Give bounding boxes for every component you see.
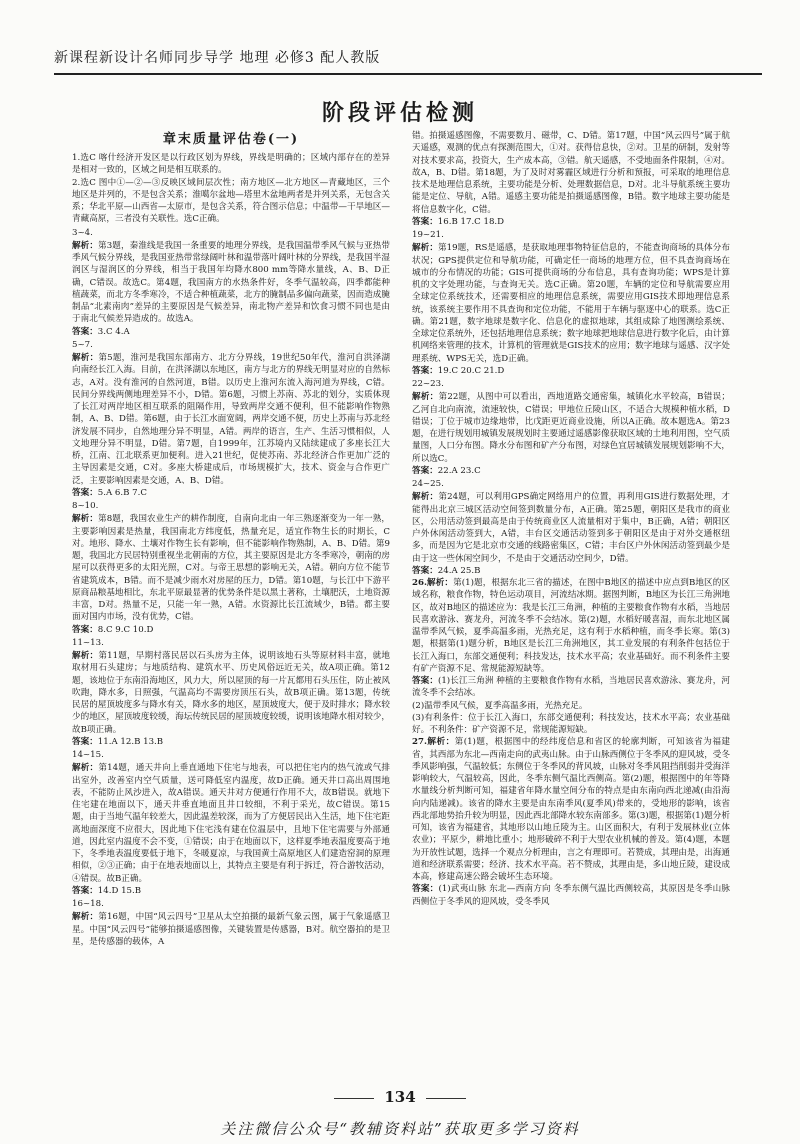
label: 解析： (72, 763, 99, 774)
text: 第22题，从图中可以看出，西地道路交通密集，城镇化水平较高，B错误；乙河自北向南流，流速较快，C错误；甲地位丘陵山区，不适合大规模种植水稻，D错误；丁位于城市边缘地带，比戊距更近商业设施，所以A正确。故本题选A。第23题，在进行规划用城镇发展规划时主要通过遥感影像获取区域的土地利用图，空气质量图，人口分布图。降水分布图和矿产分布图，对绿色宜居城镇发展规划影响不大，所以选C。 (412, 392, 730, 464)
question-range (412, 478, 730, 490)
label: 答案： (412, 884, 439, 895)
label: 答案： (412, 565, 438, 576)
text: 22.A 23.C (437, 465, 481, 476)
question-range (412, 378, 730, 390)
label: 答案： (412, 465, 438, 476)
text: 11.A 12.B 13.B (97, 736, 164, 747)
explanation-paragraph (412, 712, 730, 737)
answer-line (72, 736, 390, 748)
text: 第11题，早期村落民居以石头房为主体，说明该地石头等原材料丰富，就地取材用石头建房；与地质结构、建筑水平、历史风俗远近无关，故A项正确。第12题，该地位于东南沿海地区，风力大，所以屋顶的每一片瓦都用石头压住，防止被风吹跑，降水多，日照强，气温高均不需要房顶压石头，故B项正确。第13题，传统民居的屋顶坡度多与降水有关，降水多的地区，屋顶坡度大，便于及时排水；降水较少的地区，屋顶坡度较缓，海坛传统民居的屋顶坡度较缓，说明该地降水相对较少，故B项正确。 (72, 651, 390, 735)
text: 8.C 9.C 10.D (97, 624, 154, 635)
label: 解析： (72, 912, 99, 923)
text: 第(1)题，根据图中的经纬度信息和省区的轮廓判断，可知该省为福建省，其西部为东北—西南走向的武夷山脉。由于山脉西侧位于冬季风的迎风坡，受冬季风影响强，气温较低；东侧位于冬季风的背风坡，山脉对冬季风阻挡削弱并受海洋影响较大，气温较高，因此，冬季东侧气温比西侧高。第(2)题，根据图中的年等降水量线分析判断可知，福建省年降水量空间分布的特点是由东南向西北递减(由沿海向内陆递减)。该省的降水主要是由东南季风(夏季风)带来的，受地形的影响，该省西北部地势抬升较为明显，因此西北部降水较东南部多。第(3)题，根据第(1)题分析可知，该省为福建省，其地形以山地丘陵为主。山区面积大，有利于发展林业(立体农业)；平原少，耕地比重小；地形破碎不利于大型农业机械的普及。第(4)题，本题为开放性试题，选择一个观点分析理由，言之有理即可。若赞成，其理由是，出海通道和经济联系需要；经济、技术水平高。若不赞成，其理由是，多山地丘陵，建设成本高，修建高速公路会破坏生态环境。 (412, 737, 730, 882)
label: 答案： (72, 885, 98, 896)
footer-note: 关注微信公众号“教辅资料站”获取更多学习资料 (220, 1120, 580, 1138)
label: 答案： (412, 365, 438, 376)
explanation-paragraph (72, 152, 390, 177)
text: 第3题，秦淮线是我国一条重要的地理分界线，是我国温带季风气候与亚热带季风气候分界线，是我国亚热带常绿阔叶林和温带落叶阔叶林的分界线，是我国半湿润区与湿润区的分界线，相当于我国年均降水800 mm等降水量线，A、B、D正确，C错误。故选C。第4题，我国南方的水热条件好，冬季气温较高，四季都能种植蔬菜，而北方冬季寒冷，不适合种植蔬菜，北方的腌制品多偏向蔬菜，因而造成腌制品“北素南肉”差异的主要原因是气候差异，南北物产差异和饮食习惯不同也是由于南北气候差异造成的。故选A。 (72, 240, 390, 325)
text: 2.选C 图中①—②—③反映区域间层次性；南方地区—北方地区—青藏地区，三个地区是并列的，不是包含关系；淮噶尔盆地—塔里木盆地两者是并列关系，无包含关系；华北平原—山西省—太原市，是包含关系，符合图示信息；中温带—干旱地区—青藏高原，三者没有关联性。选C正确。 (72, 177, 390, 225)
text: 19.C 20.C 21.D (437, 365, 505, 376)
answer-line (72, 624, 390, 636)
answer-line (412, 465, 730, 477)
text: 11~13. (72, 637, 104, 648)
explanation-paragraph (412, 491, 730, 565)
text: 5.A 6.B 7.C (97, 487, 147, 498)
text: 16~18. (72, 899, 104, 909)
text: 第24题，可以利用GPS确定网络用户的位置，再利用GIS进行数据处理，才能得出北京三城区活动空间签到数量分布，A正确。第25题，朝阳区是我市的商业区，公用活动签到最高是由于传统商业区人流量相对于集中，B正确，A错；朝阳区户外休闲活动签到大，A错，丰台区交通活动签到多于朝阳区是由于对外交通枢纽多，而是因为它是北京市交通的线路密集区，C错；丰台区户外休闲活动签到最少是由于这一些休闲空间少，不是由于交通活动空间少，D错。 (412, 492, 730, 564)
explanation-paragraph (412, 130, 730, 216)
answer-line (412, 675, 730, 700)
text: 16.B 17.C 18.D (437, 216, 505, 227)
text: 8~10. (72, 501, 99, 511)
text: 14~15. (72, 750, 104, 760)
answer-line (412, 565, 730, 577)
explanation-paragraph (412, 700, 730, 712)
text: 14.D 15.B (97, 885, 142, 896)
question-range (72, 898, 390, 910)
text: 第5题，淮河是我国东部南方、北方分界线，19世纪50年代，淮河自洪泽湖向南经长江入海。目前，在洪泽湖以东地区，南方与北方的界线无明显对应的自然标志，A对。没有淮河的自然河道，B错。以历史上淮河东流入海河道为界线，C错。民间分界线两侧地理差异不小，D错。第6题，习惯上苏南、苏北的划分，实质体现了长江对两岸地区相互联系的阻隔作用，导致两岸交通不便利，但不能影响作物熟制，A、B、D错。第6题，由于长江水面宽阔，两岸交通不便，历史上苏南与苏北经济发展不同步，自然地理分异不明显，A错。两岸的语言，生产、生活习惯相似，人文地理分异不明显，D错。第7题，自1999年，江苏境内又陆续建成了多座长江大桥，江南、江北联系更加便利。进入21世纪，促使苏南、苏北经济合作更加广泛的主导因素是交通，C对。多座大桥建成后，市场规模扩大，技术、资金与合作更广泛，主要影响因素是交通，A、B、D错。 (72, 353, 390, 486)
text: 3.C 4.A (97, 326, 130, 337)
page-number: 134 (0, 1088, 800, 1106)
text: (3)有利条件：位于长江入海口，东部交通便利；科技发达，技术水平高；农业基础好。不利条件：矿产资源不足，常规能源短缺。 (412, 712, 730, 735)
left-column (72, 130, 390, 1072)
answer-line (412, 365, 730, 377)
label: 答案： (72, 624, 98, 635)
question-range (72, 637, 390, 649)
text: 第(1)题，根据东北三省的描述，在图中B地区的描述中应点到B地区的区域名称，粮食作物，特色运动项目，河流结冰期。据图判断，B地区为长江三角洲地区，故对B地区的描述应为：我是长江三角洲，种植的主要粮食作物有水稻，当地居民喜欢游泳、赛龙舟，河流冬季不会结冰。第(2)题，水稻好暖喜湿，而东北地区属温带季风气候，夏季高温多雨，光热充足，这有利于水稻种植，而冬季长寒。第(3)题，根据第(1)题分析，B地区是长江三角洲地区，其工业发展的有利条件包括位于长江入海口，东部交通便利；科技发达，技术水平高；农业基础好。而不利条件主要有矿产资源不足、常规能源短缺等。 (412, 578, 730, 674)
label: 解析： (412, 392, 439, 403)
text: 22~23. (412, 379, 444, 389)
answer-line (72, 885, 390, 897)
text: 第8题，我国农业生产的耕作制度，自南向北由一年三熟逐渐变为一年一熟，主要影响因素是热量，我国南北方纬度低，热量充足，适宜作物生长的时期长，C对。地形、降水、土壤对作物生长有影响，但不能影响作物熟制，A、B、D错。第9题，我国北方民居特别重视坐北朝南的方位，其主要原因是北方冬季寒冷，朝南的房屋可以获得更多的太阳光照，C对。与帝王思想的影响无关，A错。朝向方位不能节省建筑成本，B错。而不是减少雨水对房屋的压力，D错。第10题，与长江中下游平原商品粮基地相比，东北平原最显著的优势条件是以黑土著称，土壤肥沃，土地资源丰富，D对。热量不足，只能一年一熟，A错。水资源比长江流域少，B错。都主要面对国内市场，没有优势，C错。 (72, 514, 390, 623)
text: 错。拍摄遥感图像，不需要数月、磁带，C、D错。第17题，中国“风云四号”属于航天遥感，观测的优点有探测范围大，①对。获得信息快，②对。卫星的研制，发射等对技术要求高，投资大，生产成本高，③错。航天遥感，不受地面条件限制，④对。故A，B、D错。第18题，为了及时对雾霾区域进行分析和预报，可采取的地理信息技术是地理信息系统，主要功能是分析、处理数据信息，D对。北斗导航系统主要功能是定位、导航，A错。遥感主要功能是拍摄遥感图像，B错。数字地球主要功能是将信息数字化，C错。 (412, 131, 730, 215)
explanation-paragraph (72, 513, 390, 623)
text: (2)温带季风气候，夏季高温多雨，光热充足。 (412, 700, 588, 711)
text: 1.选C 喀什经济开发区是以行政区划为界线，界线是明确的；区域内部存在的差异是相对一致的，区域之间是相互联系的。 (72, 153, 390, 176)
label: 解析： (72, 353, 99, 363)
explanation-paragraph (72, 911, 390, 948)
text: 3~4. (72, 227, 93, 238)
text: (1)武夷山脉 东北—西南方向 冬季东侧气温比西侧较高，其原因是冬季山脉西侧位于冬季风的迎风坡，受冬季风 (412, 884, 730, 907)
explanation-paragraph (72, 762, 390, 885)
section-title: 章末质量评估卷(一) (162, 132, 300, 147)
right-column (412, 130, 730, 1072)
text: (1)长江三角洲 种植的主要粮食作物有水稻，当地居民喜欢游泳、赛龙舟，河流冬季不会结冰。 (412, 676, 730, 699)
explanation-paragraph (412, 242, 730, 365)
label: 27.解析： (412, 737, 455, 748)
question-range (72, 339, 390, 351)
answer-line (412, 216, 730, 228)
explanation-paragraph (412, 577, 730, 675)
label: 答案： (72, 487, 98, 498)
label: 解析： (72, 651, 99, 661)
label: 解析： (72, 514, 99, 525)
question-range (72, 749, 390, 761)
book-header: 新课程新设计名师同步导学 地理 必修3 配人教版 (54, 47, 762, 75)
explanation-paragraph (412, 391, 730, 465)
text: 5~7. (72, 339, 93, 350)
explanation-paragraph (72, 240, 390, 326)
label: 26.解析： (412, 578, 454, 588)
question-range (412, 229, 730, 241)
explanation-paragraph (72, 352, 390, 487)
page-title: 阶段评估检测 (321, 100, 478, 126)
explanation-paragraph (72, 177, 390, 226)
question-range (72, 500, 390, 512)
answer-line (72, 326, 390, 338)
question-range (72, 227, 390, 239)
label: 解析： (412, 243, 438, 254)
answer-line (72, 487, 390, 499)
label: 答案： (412, 216, 438, 227)
text: 第14题，通天井向上垂直通地下住宅与地表，可以把住宅内的热气流或气排出室外，改善室内空气质量，送可降低室内温度，故D正确。通天井口高出周围地表，不能防止风沙进入，故A错误。通天井对方便通行作用不大，故B错误。就地下住宅建在地面以下，通天井垂直地面且井口较细，不利于采光，故C错误。第15题，由于当地气温年较差大，因此温差较深，而为了方便居民出入生活，地下住宅距离地面深度不应很大，因此地下住宅浅有建在位温层中，且地下住宅需要与外部通道，因此室内温度不会不变，①错误；由于在地面以下，这样夏季地表温度要高于地下，冬季地表温度要低于地下，冬暖夏凉，与我国黄土高原地区人们建造窑洞的原理相似，②③正确；由于在地表地面以上，其特点主要是有利于拆迁，符合游牧活动，④错误。故B正确。 (72, 763, 390, 884)
answer-line (412, 883, 730, 908)
label: 解析： (72, 240, 99, 251)
text: 第19题，RS是遥感，是获取地理事物特征信息的，不能查询商场的具体分布状况；GPS提供定位和导航功能，可确定任一商场的地理方位，但不具查询商场在城市的分布情况的功能；GIS可提供商场的分布信息，具有查询功能；WPS是计算机的文字处理功能，与查询无关。选C正确。第20题，车辆的定位和导航需要应用全球定位系统技术，还需要相应的地理信息系统，需要应用GIS技术即地理信息系统，该系统主要作用不具查询和定位功能，不能用于车辆与驱逐中心的联系。选C正确。第21题，数字地球是数字化、信息化的虚拟地球，其组成除了地图测绘系统、全球定位系统外，还包括地理信息系统；数字地球把地球信息进行数字化后，由计算机网络来管理的技术，计算机的管理就是GIS技术的应用；数字地球与遥感、汉字处理系统、WPS无关，选D正确。 (412, 243, 730, 364)
label: 答案： (72, 326, 98, 337)
text: 第16题，中国“风云四号”卫星从太空拍摄的最新气象云图，属于气象遥感卫星。中国“风云四号”能够拍摄遥感图像，关键装置是传感器，B对。航空器拍的是卫星，是传感器的载体，A (72, 912, 390, 947)
label: 答案： (72, 736, 98, 747)
text: 19~21. (412, 230, 444, 240)
explanation-paragraph (72, 650, 390, 736)
text: 24~25. (412, 479, 444, 489)
explanation-paragraph (412, 736, 730, 883)
label: 解析： (412, 492, 439, 503)
text: 24.A 25.B (437, 565, 481, 576)
label: 答案： (412, 676, 438, 686)
